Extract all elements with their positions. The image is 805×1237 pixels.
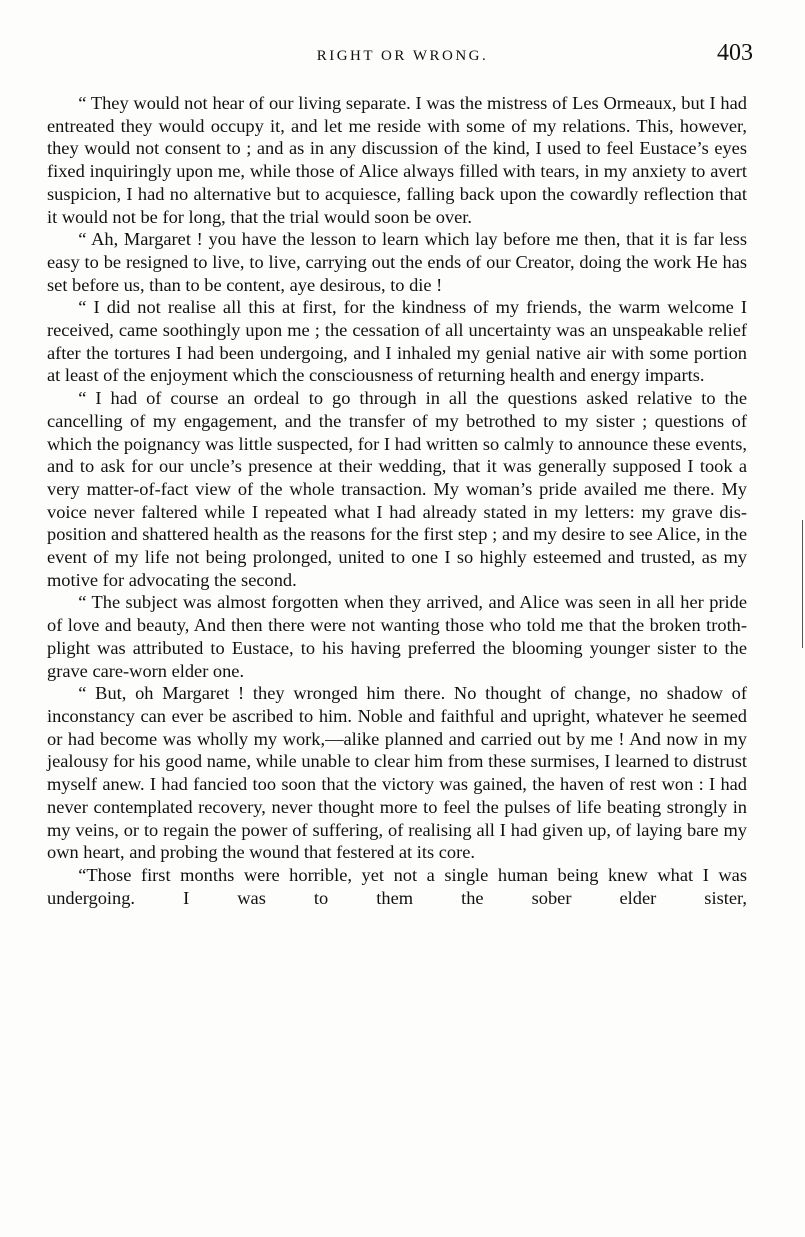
- paragraph: “ Ah, Margaret ! you have the lesson to learn which lay before me then, that it is far less easy to be resigned to live, to live, carrying out the ends of our Creator, doing the work He has set before us, than to be content, aye desirous, to die !: [47, 229, 747, 295]
- running-title: RIGHT OR WRONG.: [316, 48, 489, 64]
- page-edge-rule: [802, 520, 803, 648]
- paragraph: “ But, oh Margaret ! they wronged him there. No thought of change, no shadow of inconstancy can ever be ascribed to him. Noble and faithful and upright, whatever he seemed or had become was wholly my work,—alike planned and carried out by me ! And now in my jealousy for his good name, while unable to clear him from these surmises, I learned to distrust myself anew. I had fancied too soon that the victory was gained, the haven of rest won : I had never contemplated recovery, never thought more to feel the pulses of life beating strongly in my veins, or to regain the power of suffering, of realising all I had given up, of laying bare my own heart, and probing the wound that festered at its core.: [47, 683, 747, 863]
- paragraph: “ They would not hear of our living separate. I was the mistress of Les Ormeaux, but I had entreated they would occupy it, and let me reside with some of my relations. This, however, they would not consent to ; and as in any discussion of the kind, I used to feel Eustace’s eyes fixed inquiringly upon me, while those of Alice always filled with tears, in my anxiety to avert suspicion, I had no alternative but to acquiesce, falling back upon the cowardly reflection that it would not be for long, that the trial would soon be over.: [47, 93, 747, 227]
- paragraph: “ The subject was almost forgotten when they arrived, and Alice was seen in all her pride of love and beauty, And then there were not wanting those who told me that the broken troth-plight was attributed to Eustace, to his having preferred the blooming younger sister to the grave care-worn elder one.: [47, 592, 747, 681]
- running-head: [0, 40, 805, 80]
- paragraph: “Those first months were horrible, yet not a single human being knew what I was undergoing. I was to them the sober elder sister,: [47, 864, 747, 908]
- paragraph: “ I had of course an ordeal to go through in all the questions asked relative to the cancelling of my engagement, and the transfer of my betrothed to my sister ; questions of which the poignancy was little suspected, for I had written so calmly to announce these events, and to ask for our uncle’s presence at their wedding, that it was generally supposed I took a very matter-of-fact view of the whole transaction. My woman’s pride availed me there. My voice never faltered while I repeated what I had already stated in my letters: my grave disposition and shattered health as the reasons for the first step ; and my desire to see Alice, in the event of my life not being prolonged, united to one I so highly esteemed and trusted, as my motive for advocating the second.: [47, 388, 747, 590]
- text-body: [47, 92, 747, 909]
- paragraph: “ I did not realise all this at first, for the kindness of my friends, the warm welcome I received, came soothingly upon me ; the cessation of all uncertainty was an unspeakable relief after the tortures I had been undergoing, and I inhaled my genial native air with some portion at least of the enjoyment which the consciousness of returning health and energy imparts.: [47, 297, 747, 386]
- page-number: 403: [717, 40, 753, 66]
